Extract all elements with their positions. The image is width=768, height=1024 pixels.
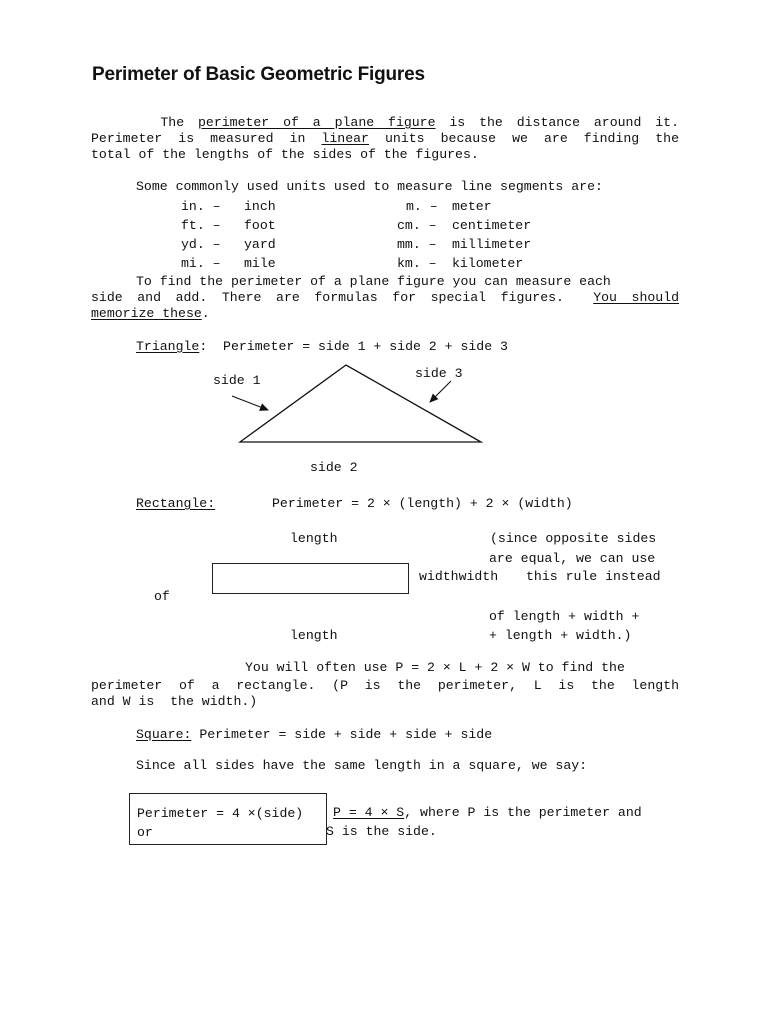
rectangle-shape — [212, 563, 409, 594]
unit-abbr: mm. – — [397, 237, 437, 252]
rectangle-label — [136, 496, 215, 512]
unit-name: kilometer — [452, 256, 524, 271]
square-formula-symbolic: P = 4 × S — [333, 805, 405, 820]
rectangle-note: are equal, we can use — [489, 551, 656, 566]
square-formula-line-2: S is the side. — [326, 824, 437, 839]
intro-text: is the distance around it. — [435, 115, 679, 130]
memorize-note: You should — [593, 290, 680, 305]
intro-text: units because we are finding the — [368, 131, 679, 146]
square-formula — [136, 727, 492, 743]
page-title: Perimeter of Basic Geometric Figures — [92, 64, 425, 85]
triangle-label: Triangle — [136, 339, 200, 354]
often-line-1: You will often use P = 2 × L + 2 × W to find the — [245, 660, 625, 675]
intro-line-3: total of the lengths of the sides of the figures. — [91, 147, 479, 162]
unit-name: millimeter — [452, 237, 532, 252]
rectangle-of-text: of — [154, 589, 170, 604]
rectangle-note: of length + width + — [489, 609, 640, 624]
triangle-formula-text: : Perimeter = side 1 + side 2 + side 3 — [199, 339, 508, 354]
rectangle-width-label: widthwidth — [419, 569, 499, 584]
find-text: . — [201, 306, 210, 321]
triangle-side-1-label: side 1 — [213, 373, 261, 388]
unit-name: yard — [244, 237, 276, 252]
square-formula-short — [333, 805, 642, 821]
intro-text: The — [160, 115, 198, 130]
square-box-line-2: or — [137, 825, 153, 840]
rectangle-formula: Perimeter = 2 × (length) + 2 × (width) — [272, 496, 573, 511]
often-line-2: perimeter of a rectangle. (P is the perimeter, L is the length — [91, 678, 679, 693]
side-1-arrow — [232, 396, 268, 410]
find-line-1: To find the perimeter of a plane figure you can measure each — [136, 274, 611, 289]
intro-text: Perimeter is measured in — [91, 131, 322, 146]
unit-abbr: km. – — [397, 256, 437, 271]
rectangle-note: (since opposite sides — [490, 531, 657, 546]
square-since: Since all sides have the same length in a square, we say: — [136, 758, 588, 773]
triangle-side-3-label: side 3 — [415, 366, 463, 381]
unit-name: foot — [244, 218, 276, 233]
unit-name: mile — [244, 256, 276, 271]
triangle-side-2-label: side 2 — [310, 460, 358, 475]
memorize-note: memorize these — [91, 306, 202, 321]
side-3-arrow — [430, 381, 451, 402]
square-box-line-1: Perimeter = 4 ×(side) — [137, 806, 304, 821]
often-line-3: and W is the width.) — [91, 694, 258, 709]
unit-abbr: ft. – — [181, 218, 221, 233]
units-heading: Some commonly used units used to measure line segments are: — [136, 179, 603, 194]
square-formula-text: Perimeter = side + side + side + side — [191, 727, 493, 742]
unit-abbr: cm. – — [397, 218, 437, 233]
unit-name: centimeter — [452, 218, 532, 233]
rectangle-length-top: length — [290, 531, 338, 546]
rectangle-length-bottom: length — [290, 628, 338, 643]
linear-term: linear — [321, 131, 369, 146]
rectangle-note: this rule instead — [526, 569, 661, 584]
unit-name: meter — [452, 199, 492, 214]
unit-name: inch — [244, 199, 276, 214]
unit-abbr: m. – — [406, 199, 438, 214]
square-formula-explain: , where P is the perimeter and — [404, 805, 642, 820]
rectangle-note: + length + width.) — [489, 628, 632, 643]
find-text: side and add. There are formulas for special figures. — [91, 290, 564, 305]
rectangle-label-text: Rectangle: — [136, 496, 216, 511]
unit-abbr: yd. – — [181, 237, 221, 252]
unit-abbr: in. – — [181, 199, 221, 214]
perimeter-definition-term: perimeter of a plane figure — [198, 115, 436, 130]
unit-abbr: mi. – — [181, 256, 221, 271]
square-label: Square: — [136, 727, 192, 742]
